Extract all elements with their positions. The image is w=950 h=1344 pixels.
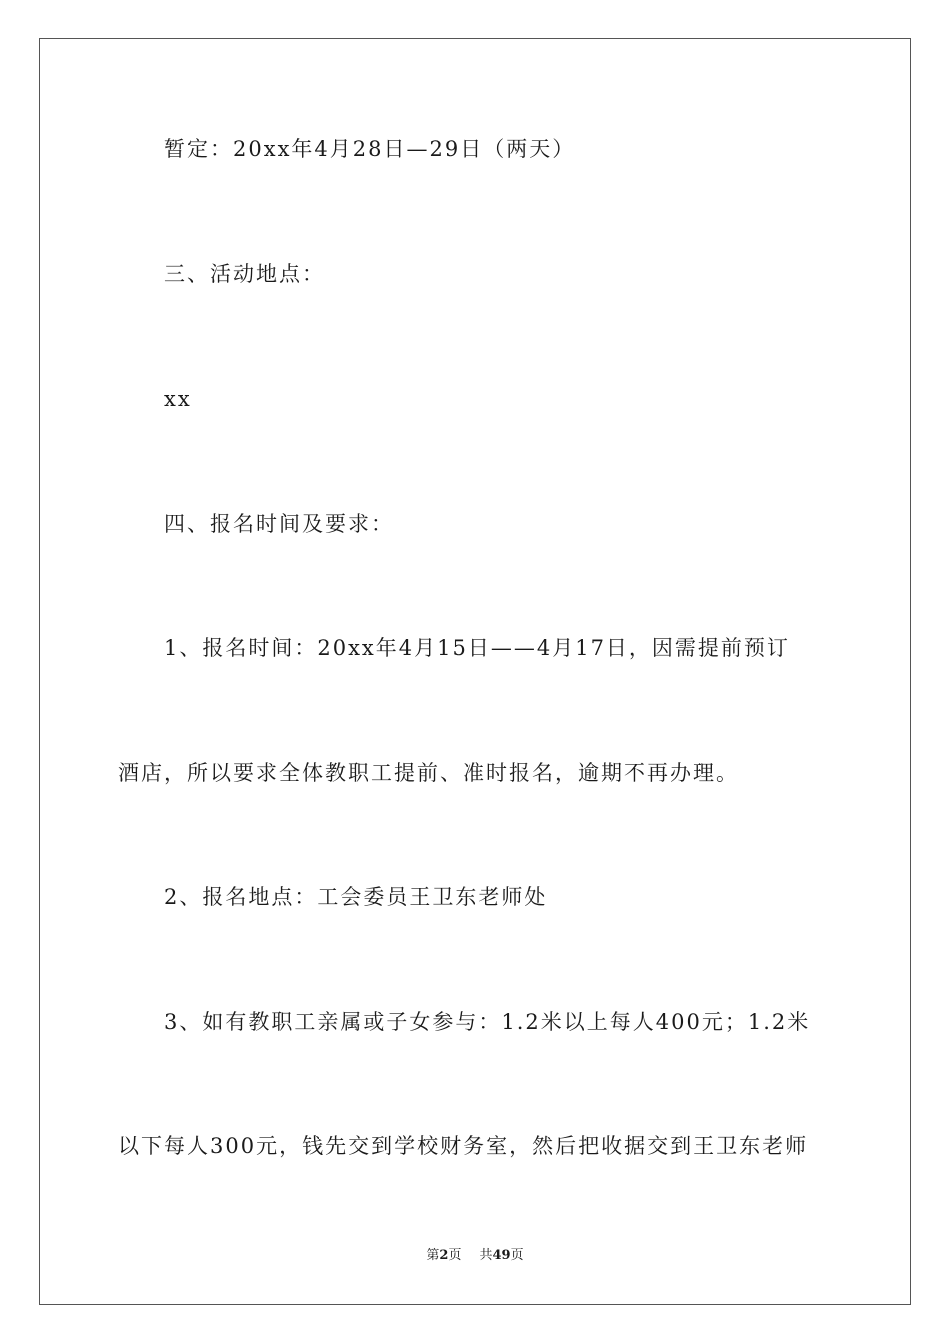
page-footer [0, 1248, 950, 1264]
text-line-family-fee: 3、如有教职工亲属或子女参与：1.2米以上每人400元；1.2米 [164, 1010, 811, 1034]
text-line-family-fee-cont: 以下每人300元，钱先交到学校财务室，然后把收据交到王卫东老师 [118, 1134, 809, 1158]
section-heading-venue: 三、活动地点： [164, 262, 325, 286]
footer-total-suffix: 页 [510, 1248, 524, 1263]
footer-page-prefix: 第 [426, 1248, 440, 1263]
footer-page-number: 2 [439, 1248, 449, 1263]
text-line-registration-time: 1、报名时间：20xx年4月15日——4月17日，因需提前预订 [164, 636, 790, 660]
footer-page-suffix: 页 [448, 1248, 462, 1263]
text-line-registration-time-cont: 酒店，所以要求全体教职工提前、准时报名，逾期不再办理。 [118, 761, 739, 785]
section-heading-registration: 四、报名时间及要求： [164, 512, 394, 536]
text-line-registration-place: 2、报名地点：工会委员王卫东老师处 [164, 885, 548, 909]
footer-total-pages: 49 [492, 1248, 511, 1263]
footer-total-prefix: 共 [479, 1248, 493, 1263]
text-line-venue: xx [164, 387, 192, 411]
page-border [39, 38, 911, 1305]
text-line-tentative-date: 暂定：20xx年4月28日—29日（两天） [164, 137, 576, 161]
